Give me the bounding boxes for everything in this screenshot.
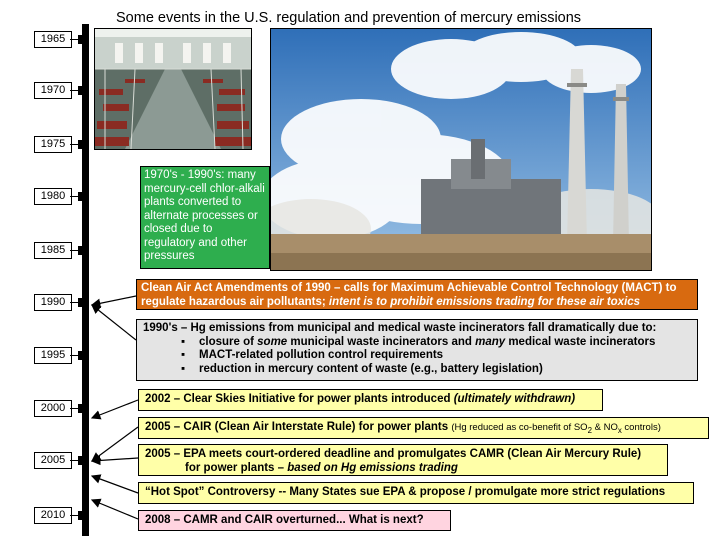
- year-label-1980: 1980: [34, 188, 72, 205]
- arrow-to-overturned: [92, 500, 138, 519]
- clean-air-act-text: Clean Air Act Amendments of 1990 – calls for Maximum Achievable Control Technology (MACT) to regulate hazardous air pollutants;: [141, 282, 677, 308]
- hot-spot-text: “Hot Spot” Controversy -- Many States sue EPA & propose / promulgate more strict regulations: [145, 486, 666, 498]
- note-text: & NO: [591, 422, 618, 433]
- arrow-to-hot-spot: [92, 476, 138, 493]
- overturned-text: 2008 – CAMR and CAIR overturned... What is next?: [145, 514, 424, 526]
- incinerators-bullet-mercury-content: ▪ reduction in mercury content of waste (e.g., battery legislation): [143, 363, 691, 377]
- bullet-emphasis: many: [475, 335, 506, 348]
- note-subscript: x: [617, 425, 622, 435]
- clear-skies-text: 2002 – Clear Skies Initiative for power plants introduced: [145, 393, 454, 405]
- bullet-text: closure of: [199, 335, 258, 348]
- year-label-1995: 1995: [34, 347, 72, 364]
- year-label-1985: 1985: [34, 242, 72, 259]
- arrow-to-cair: [92, 427, 138, 461]
- year-label-1990: 1990: [34, 294, 72, 311]
- arrow-to-1990s-incinerators: [92, 305, 136, 340]
- camr-trading-text: based on Hg emissions trading: [287, 461, 458, 474]
- year-label-2000: 2000: [34, 400, 72, 417]
- year-label-1975: 1975: [34, 136, 72, 153]
- note-text: (Hg reduced as co-benefit of SO: [451, 422, 588, 433]
- year-label-2005: 2005: [34, 452, 72, 469]
- note-text: controls): [621, 422, 661, 433]
- clear-skies-withdrawn-text: (ultimately withdrawn): [453, 393, 576, 405]
- cair-text: 2005 – CAIR (Clean Air Interstate Rule) for power plants: [145, 421, 452, 433]
- arrow-to-camr: [92, 458, 138, 461]
- year-label-1965: 1965: [34, 31, 72, 48]
- note-subscript: 2: [587, 425, 592, 435]
- incinerators-intro: 1990's – Hg emissions from municipal and medical waste incinerators fall dramatically due to:: [143, 322, 657, 334]
- year-label-1970: 1970: [34, 82, 72, 99]
- clean-air-act-intent-text: intent is to prohibit emissions trading for these air toxics: [328, 295, 641, 308]
- chlor-alkali-text: 1970's - 1990's: many mercury-cell chlor-alkali plants converted to alternate processes or closed due to regulatory and other pressures: [144, 169, 265, 262]
- incinerators-bullet-mact: ▪ MACT-related pollution control requirements: [143, 349, 691, 363]
- arrow-to-clear-skies: [92, 400, 138, 418]
- bullet-text: municipal waste incinerators and: [287, 335, 476, 348]
- year-label-2010: 2010: [34, 507, 72, 524]
- bullet-text: medical waste incinerators: [505, 335, 656, 348]
- bullet-emphasis: some: [257, 335, 288, 348]
- camr-text: for power plants –: [185, 461, 288, 474]
- camr-line-1: 2005 – EPA meets court-ordered deadline and promulgates CAMR (Clean Air Mercury Rule): [145, 448, 642, 460]
- arrow-to-caaa: [92, 296, 136, 305]
- page-title: Some events in the U.S. regulation and prevention of mercury emissions: [116, 10, 582, 26]
